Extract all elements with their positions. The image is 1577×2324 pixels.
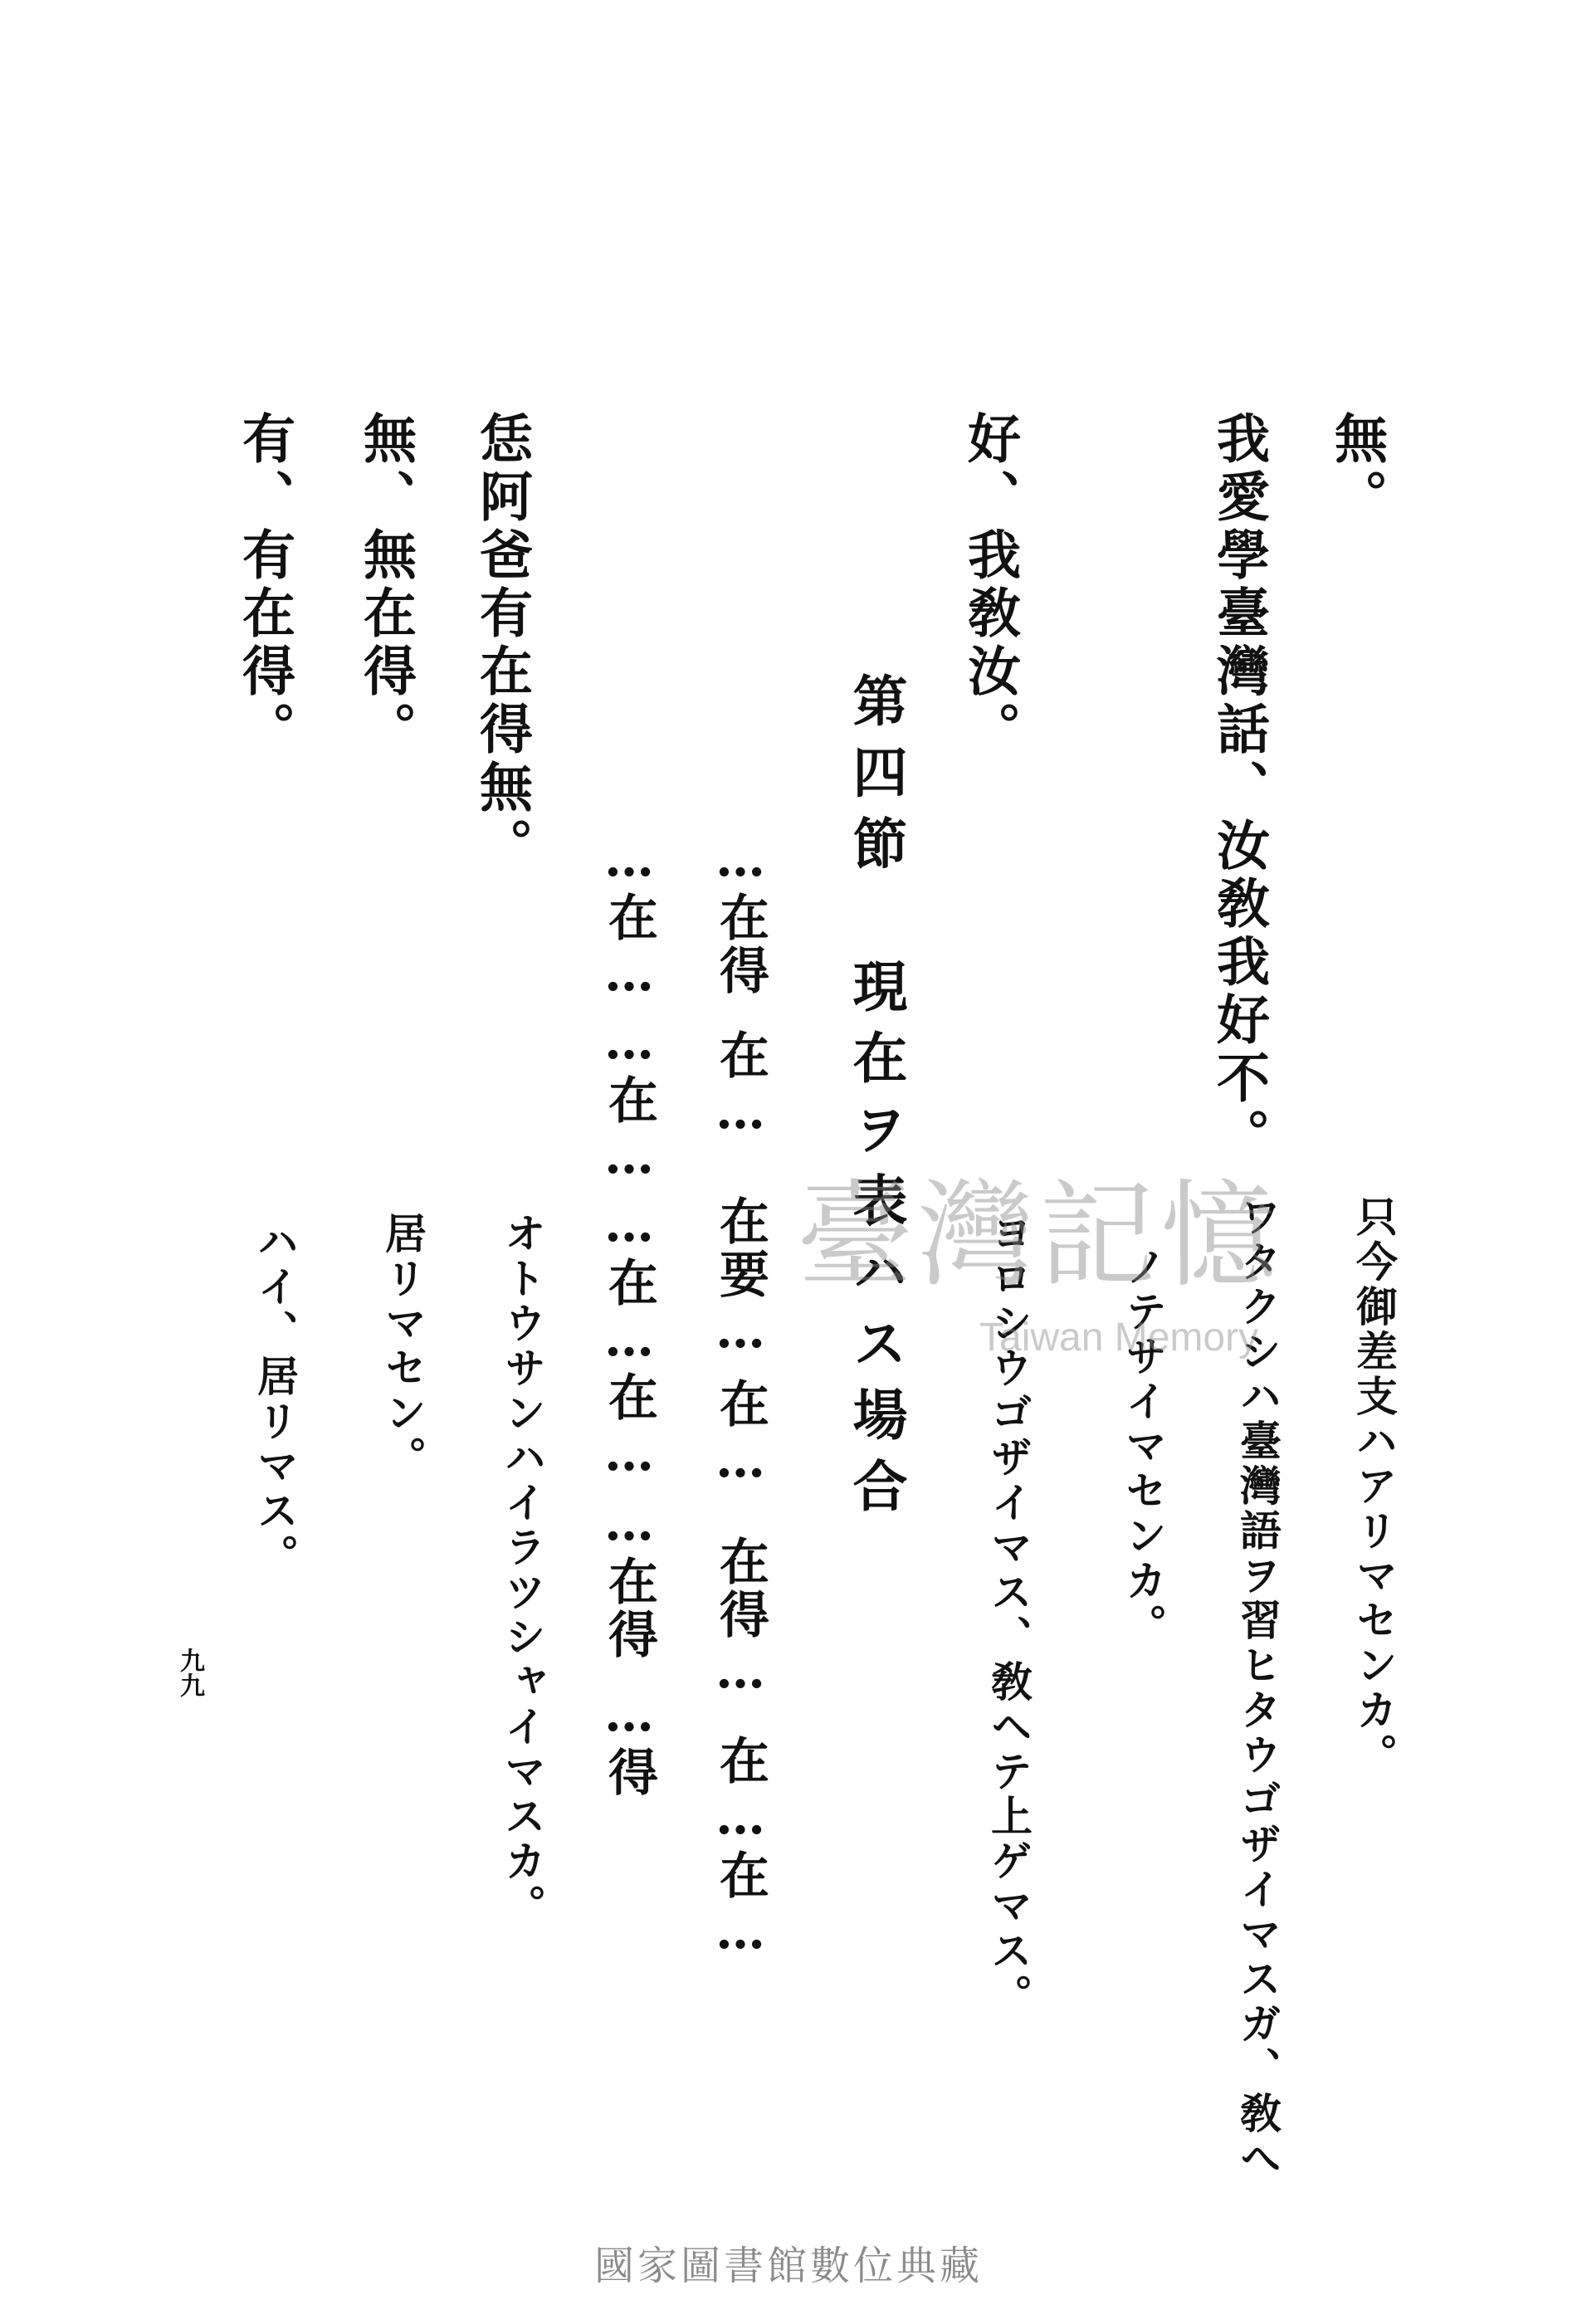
tw-line-6: 有、有在得。 [233,411,295,759]
jp-line-6: 居リマセン。 [378,1212,427,1481]
section-number: 第四節 [843,672,908,886]
pattern-10: …在得 [600,1494,658,1662]
jp-line-4: ヨロシウゴザイマス、敎ヘテ上ゲマス。 [984,1212,1033,2019]
pattern-7: …在… [600,830,658,1006]
page-number: 九九 [175,1648,204,1697]
jp-line-1: 只今御差支ハアリマセンカ。 [1350,1195,1399,1778]
pattern-4: 在… [711,1378,769,1492]
tw-line-5: 無、無在得。 [354,411,417,759]
pattern-8: …在… [600,1013,658,1189]
watermark-text: 臺灣記憶 [797,1169,1282,1304]
section-gap [843,886,908,958]
watermark [797,1169,1394,1378]
jp-line-5: オトウサンハイラツシャイマスカ。 [498,1212,547,1929]
jp-line-3: ノテサイマセンカ。 [1119,1245,1168,1648]
tw-line-1: 無。 [1326,411,1388,527]
pattern-5: 在得… [711,1536,769,1703]
tw-line-2: 我愛學臺灣話、汝敎我好不。 [1208,411,1270,1166]
watermark-en: Taiwan Memory [979,1316,1259,1360]
footer-caption: 國家圖書館數位典藏 [593,2243,983,2289]
pattern-11: …得 [600,1685,658,1799]
section-heading [843,672,908,1529]
pattern-6: 在…在… [711,1735,769,1964]
pattern-9: …在…在… [600,1195,658,1486]
tw-line-4: 恁阿爸有在得無。 [471,411,533,876]
jp-line-2: ワタクシハ臺灣語ヲ習ヒタウゴザイマスガ、敎へ [1233,1195,1282,2181]
jp-line-7: ハイ、居リマス。 [251,1220,300,1579]
pattern-1: …在得 [711,830,769,998]
section-title: 現在ヲ表ハス場合 [843,958,908,1529]
pattern-3: 在要… [711,1195,769,1363]
tw-line-3: 好、我敎汝。 [959,411,1021,759]
pattern-2: 在… [711,1029,769,1144]
